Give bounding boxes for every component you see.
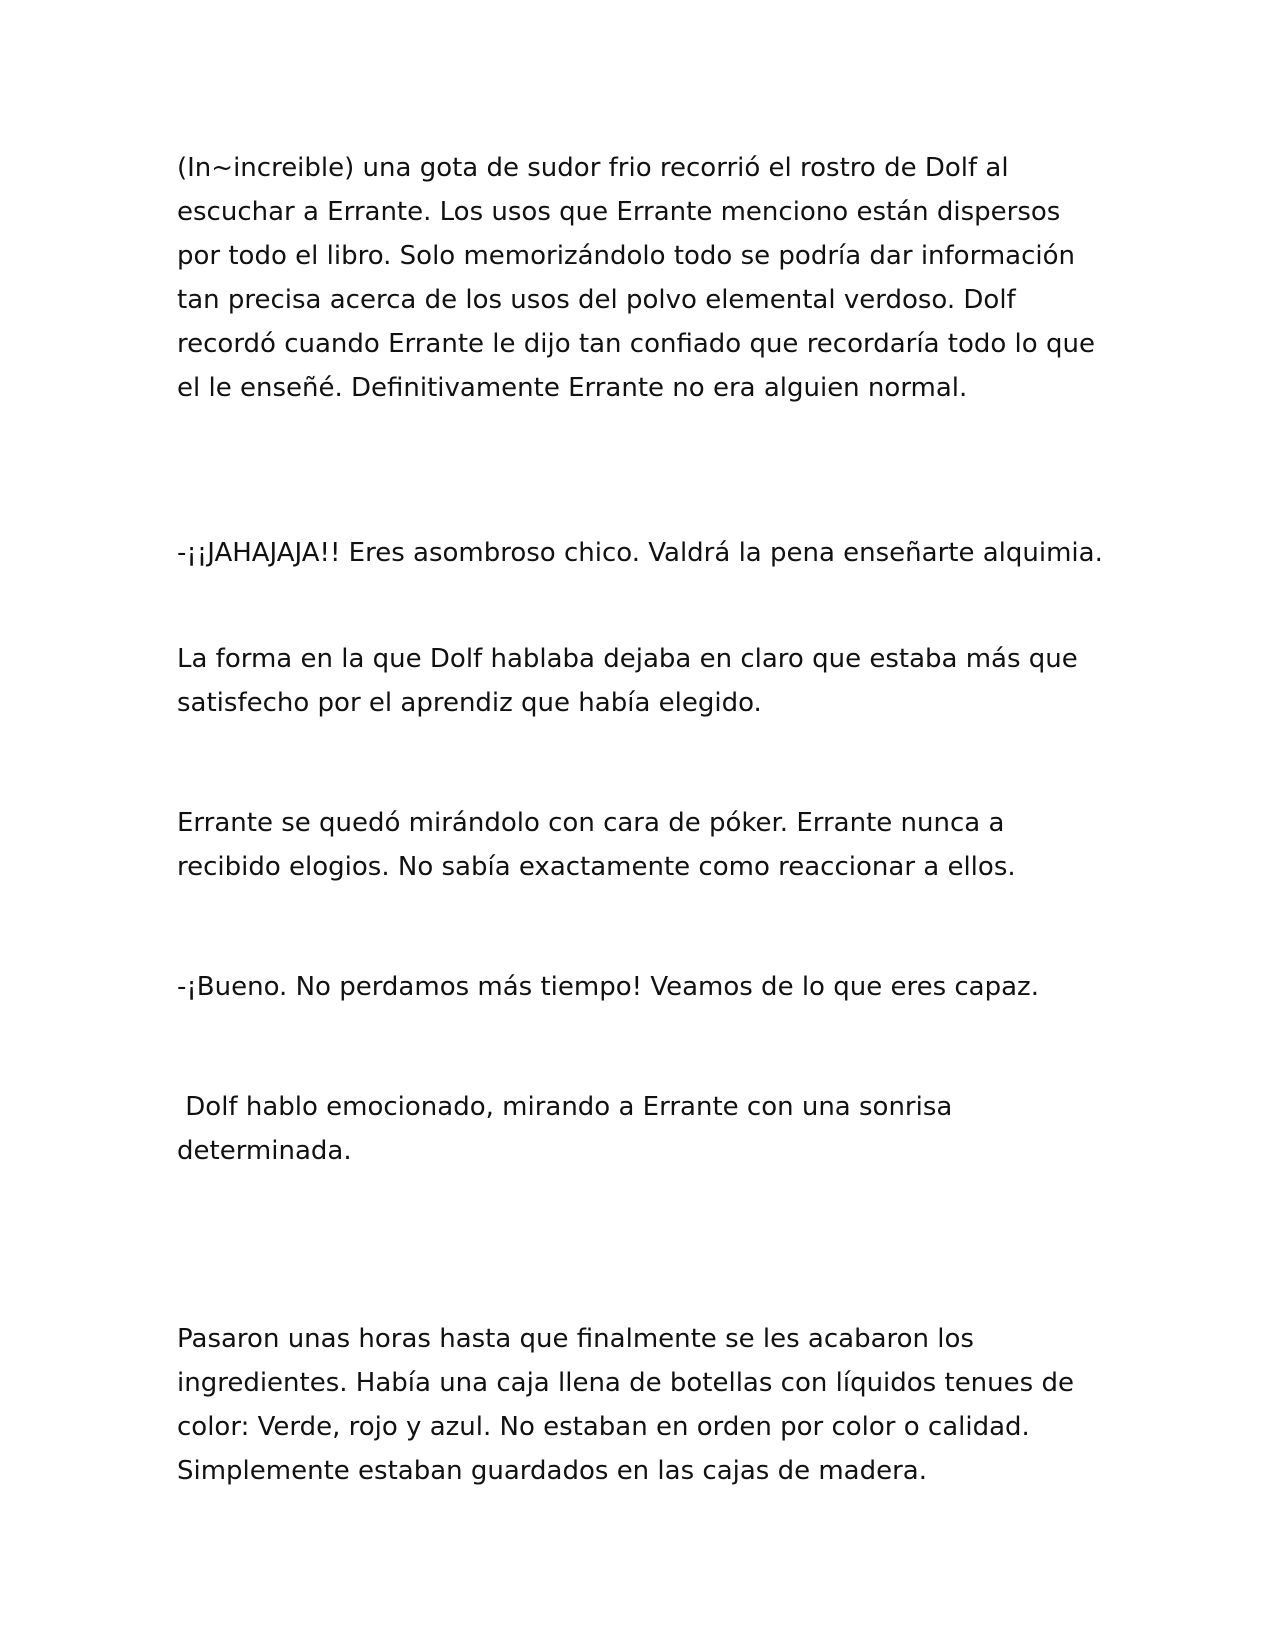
paragraph-1: (In~increible) una gota de sudor frio recorrió el rostro de Dolf al escuchar a Errante. Los usos que Errante menciono están dispersos por todo el libro. Solo memorizándolo todo se podría dar información tan precisa acerca de los usos del polvo elemental verdoso. Dolf recordó cuando Errante le dijo tan confiado que recordaría todo lo que el le enseñé. Definitivamente Errante no era alguien normal. <box>177 153 1095 403</box>
paragraph-7: Pasaron unas horas hasta que finalmente se les acabaron los ingredientes. Había una caja llena de botellas con líquidos tenues de color: Verde, rojo y azul. No estaban en orden por color o calidad. Simplemente estaban guardados en las cajas de madera. <box>177 1324 1074 1486</box>
paragraph-6: Dolf hablo emocionado, mirando a Errante con una sonrisa determinada. <box>177 1092 961 1166</box>
paragraph-4: Errante se quedó mirándolo con cara de póker. Errante nunca a recibido elogios. No sabía exactamente como reaccionar a ellos. <box>177 808 1016 882</box>
paragraph-5: -¡Bueno. No perdamos más tiempo! Veamos de lo que eres capaz. <box>177 972 1039 1002</box>
paragraph-2: -¡¡JAHAJAJA!! Eres asombroso chico. Valdrá la pena enseñarte alquimia. <box>177 538 1103 568</box>
paragraph-3: La forma en la que Dolf hablaba dejaba en claro que estaba más que satisfecho por el aprendiz que había elegido. <box>177 644 1078 718</box>
